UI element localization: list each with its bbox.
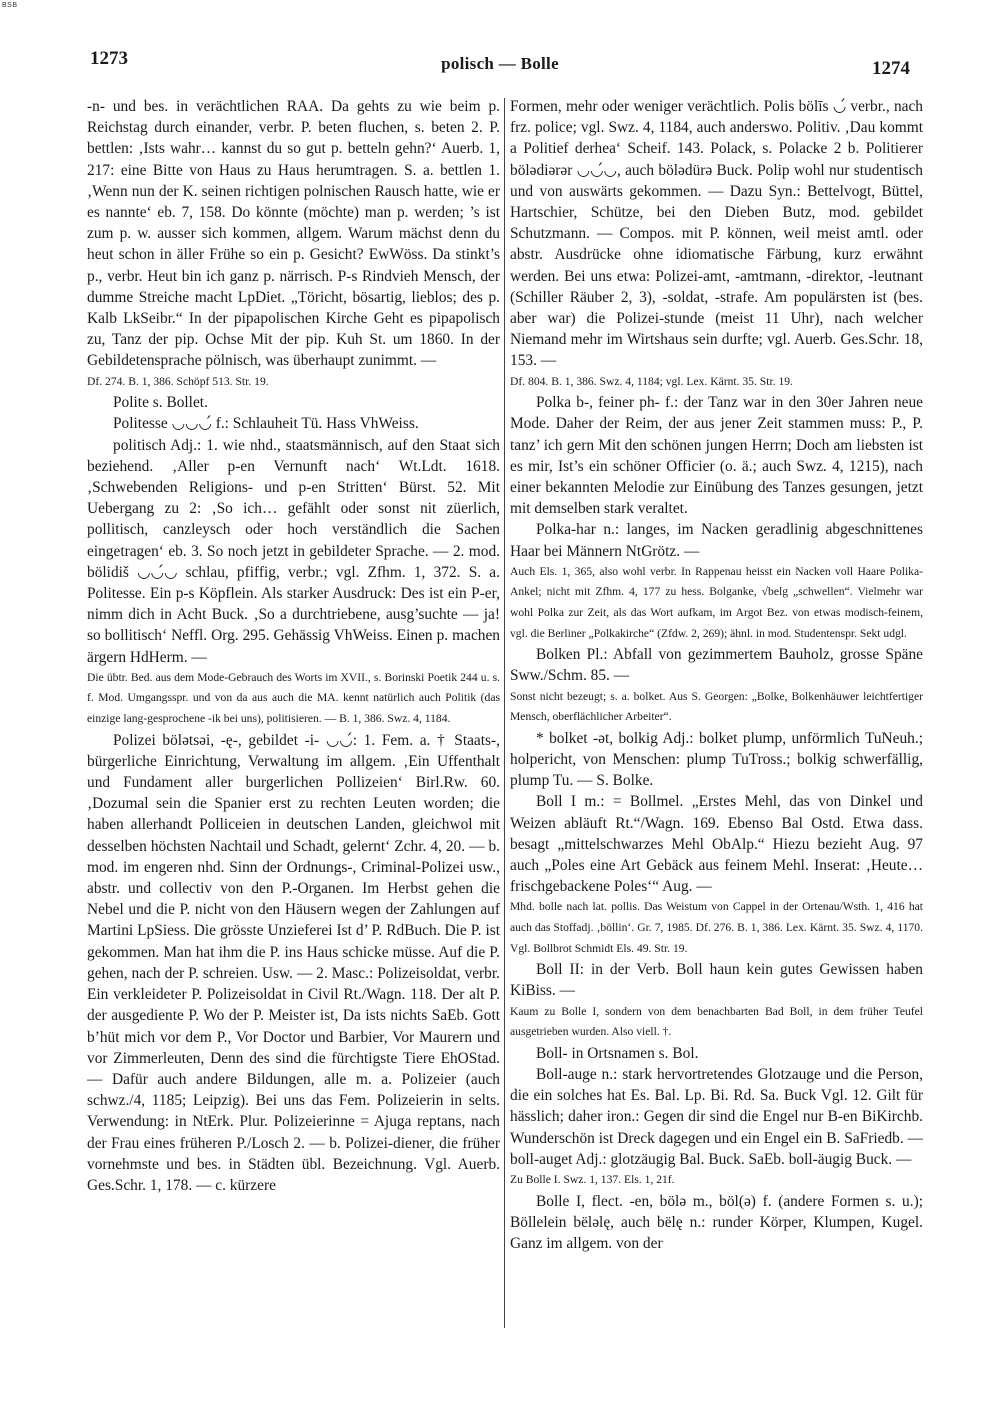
page-number-right: 1274	[872, 58, 910, 79]
paragraph: Polka-har n.: langes, im Nacken geradlinig abgeschnittenes Haar bei Männern NtGrötz. —	[510, 521, 923, 560]
paragraph: Boll II: in der Verb. Boll haun kein gutes Gewissen haben KiBiss. —	[510, 961, 923, 1000]
paragraph: Politesse ◡◡◡́ f.: Schlauheit Tü. Hass VhWeiss.	[113, 415, 419, 433]
paragraph: Polite s. Bollet.	[113, 394, 208, 412]
paragraph: Polka b-, feiner ph- f.: der Tanz war in den 30er Jahren neue Mode. Daher der Reim, der aus jener Zeit stammen muss: P., P. tanz’ ich gern Mit den schönen jungen Herrn; Doch am liebsten ist es mir, Ist’s ein schöner Officier (o. ä.; auch Swz. 4, 1215), nach einer bekannten Melodie zur Einübung des Tanzes gesungen, jetzt mit demselben stark veraltet.	[510, 394, 923, 518]
column-divider	[504, 98, 505, 1328]
paragraph: Bolle I, flect. -en, bölə m., böl(ə) f. (andere Formen s. u.); Böllelein bëləlę, auch bëlę n.: runder Körper, Klumpen, Kugel. Ganz im allgem. von der	[510, 1192, 923, 1253]
paragraph: Kaum zu Bolle I, sondern von dem benachbarten Bad Boll, in dem früher Teufel ausgetrieben wurden. Also viell. †.	[510, 1004, 923, 1039]
paragraph: Boll-auge n.: stark hervortretendes Glotzauge und die Person, die ein solches hat Es. Bal. Lp. Bi. Rd. Sa. Buck Vgl. 12. Gilt für hässlich; daher iron.: Gegen dir sind die Engel nur B-en BiKirchb. Wunderschön ist Dreck dagegen und ein Engel ein B. SaFriedb. — boll-auget Adj.: glotzäugig Bal. Buck. SaEb. boll-äugig Buck. —	[510, 1066, 923, 1168]
paragraph: -n- und bes. in verächtlichen RAA. Da gehts zu wie beim p. Reichstag durch einander, verbr. P. beten fluchen, s. beten 2. P. bettlen: ‚Ists wahr… kannst du so gut p. betteln gehn?‘ Auerb. 1, 217: eine Bitte von Haus zu Haus herumtragen. S. a. bettlen 1. ‚Wenn nun der K. seinen richtigen polnischen Rausch hatte, wie er es nannte‘ eb. 7, 158. Do könnte (möchte) man p. werden; ’s ist zum p. w. ausser sich kommen, allgem. Warum mächst denn du heut schon in äller Frühe so ein p. Gesicht? EwWöss. Da stinkt’s p., verbr. Heut bin ich ganz p. närrisch. P-s Rindvieh Mensch, der dumme Streiche macht LpDiet. „Töricht, bösartig, lieblos; des p. Kalb LkSeibr.“ In der pipapolischen Kirche Geht es pipapolisch zu, Tanz der pip. Ochse Mit der pip. Kuh St. um 1860. In der Gebildetensprache pölnisch, was überhaupt zunimmt. —	[87, 98, 500, 370]
paragraph: * bolket -ət, bolkig Adj.: bolket plump, unförmlich TuNeuh.; holpericht, von Menschen: plump TuTross.; bolkig schwerfällig, plump Tu. — S. Bolke.	[510, 729, 923, 790]
right-column	[510, 96, 923, 1328]
paragraph: Boll- in Ortsnamen s. Bol.	[536, 1044, 699, 1062]
paragraph: Formen, mehr oder weniger verächtlich. Polis bölīs ◡́ verbr., nach frz. police; vgl. Swz. 4, 1184, auch anderswo. Politiv. ‚Dau kommt a Politief derhea‘ Scheif. 143. Polack, s. Polacke 2 b. Politierer bölədiərər ◡◡́◡, auch bölədürə Buck. Polip wohl nur studentisch und von auswärts gekommen. — Dazu Syn.: Bettelvogt, Büttel, Hartschier, Schütze, bei den Dieben Butz, mod. gebildet Schutzmann. — Compos. mit P. können, weil meist amtl. oder abstr. Ausdrücke ohne idiomatische Färbung, kurz erwähnt werden. Bei uns etwa: Polizei-amt, -amtmann, -direktor, -leutnant (Schiller Räuber 2, 3), -soldat, -strafe. Am populärsten ist (bes. aber war) die Polizei-stunde (meist 11 Uhr), nach welcher Niemand mehr im Wirtshaus sein durfte; vgl. Auerb. Ges.Schr. 18, 153. —	[510, 98, 923, 370]
page-number-left: 1273	[90, 48, 128, 69]
paragraph: Polizei bölətsəi, -ę-, gebildet -i- ◡◡́: 1. Fem. a. † Staats-, bürgerliche Einrichtung, Verwaltung im allgem. ‚Ein Uffenthalt und Fundament aller burgerlichen Pollizeien‘ Birl.Rw. 60. ‚Dozumal sein die Spanier erst zu rechten Leuten worden; die haben allerhandt Polliceien in deutschen Landen, gleichwol mit desselben höchsten Nachtail und Schadt, gelernt‘ Zchr. 4, 20. — b. mod. im engeren nhd. Sinn der Ordnungs-, Criminal-Polizei usw., abstr. und collectiv von den P.-Organen. Im Herbst gehen die Nebel und die P. nicht von den Häusern wegen der Zahlungen auf Martini LpSiess. Die grösste Unzieferei Ist d’ P. RdBuch. Die P. ist gekommen. Man hat ihm die P. ins Haus schicke müsse. Auf die P. gehen, nach der P. schreien. Usw. — 2. Masc.: Polizeisoldat, verbr. Ein verkleideter P. Polizeisoldat in Civil Rt./Wagn. 118. Der alt P. der ausgediente P. Wo der P. Meister ist, Da ists nichts SaEb. Gott b’hüt mich vor dem P., Vor Doctor und Barbier, Vor Maurern und vor Zimmerleuten, Denn des sind die fürchtigste Tiere EhOStad. — Dafür auch andere Bildungen, alle m. a. Polizeier (auch schwz./4, 1185; Leipzig). Bei uns das Fem. Polizeierin in selts. Verwendung: in NtErk. Plur. Polizeierinne = Ajuga reptans, nach der Frau eines früheren P./Losch 2. — b. Polizei-diener, die früher vornehmste und bes. in Städten übl. Bezeichnung. Vgl. Auerb. Ges.Schr. 1, 178. — c. kürzere	[87, 731, 500, 1194]
paragraph: Df. 274. B. 1, 386. Schöpf 513. Str. 19.	[87, 374, 269, 388]
left-column	[87, 96, 500, 1328]
library-stamp: BSB	[2, 2, 18, 9]
paragraph: Mhd. bolle nach lat. pollis. Das Weistum von Cappel in der Ortenau/Wsth. 1, 416 hat auch das Stoffadj. ‚böllin‘. Gr. 7, 1985. Df. 276. B. 1, 386. Lex. Kärnt. 35. Swz. 4, 1170. Vgl. Bollbrot Schmidt Els. 49. Str. 19.	[510, 900, 923, 955]
paragraph: Auch Els. 1, 365, also wohl verbr. In Rappenau heisst ein Nacken voll Haare Polika-Ankel; nicht mit Zfhm. 4, 177 zu hess. Bolganke, √belg „schwellen“. Vielmehr war wohl Polka zur Zeit, als das Wort aufkam, im Argot Bez. von etwas modisch-feinem, vgl. die Berliner „Polkakirche“ (Zfdw. 2, 269); ähnl. in mod. Studentenspr. Sekt udgl.	[510, 564, 923, 640]
paragraph: Boll I m.: = Bollmel. „Erstes Mehl, das von Dinkel und Weizen abläuft Rt.“/Wagn. 169. Ebenso Bal Ostd. Etwa dass. besagt „mittelschwarzes Mehl ObAlp.“ Hiezu bezieht Aug. 97 auch „Poles eine Art Gebäck aus feinem Mehl. Inserat: ‚Heute… frischgebackene Poles‘“ Aug. —	[510, 793, 923, 896]
paragraph: Df. 804. B. 1, 386. Swz. 4, 1184; vgl. Lex. Kärnt. 35. Str. 19.	[510, 374, 793, 388]
paragraph: Die übtr. Bed. aus dem Mode-Gebrauch des Worts im XVII., s. Borinski Poetik 244 u. s. f. Mod. Umgangsspr. und von da aus auch die MA. kennt natürlich auch Politik (das einzige lang-gesprochene -ik bei uns), politisieren. — B. 1, 386. Swz. 4, 1184.	[87, 670, 500, 726]
paragraph: Sonst nicht bezeugt; s. a. bolket. Aus S. Georgen: „Bolke, Bolkenhäuwer leichtfertiger Mensch, oberflächlicher Arbeiter“.	[510, 689, 923, 724]
paragraph: Zu Bolle I. Swz. 1, 137. Els. 1, 21f.	[510, 1173, 675, 1187]
paragraph: politisch Adj.: 1. wie nhd., staatsmännisch, auf den Staat sich beziehend. ‚Aller p-en Vernunft nach‘ Wt.Ldt. 1618. ‚Schwebenden Religions- und p-en Stritten‘ Bürst. 52. Mit Uebergang zu 2: ‚So ich… gefählt oder sonst nit züerlich, pollitisch, canzleysch oder hoch verständlich die Sachen eingetragen‘ eb. 3. So noch jetzt in gebildeter Sprache. — 2. mod. bölidiš ◡◡́◡ schlau, pfiffig, verbr.; vgl. Zfhm. 1, 372. S. a. Politesse. Ein p-s Köpflein. Als starker Ausdruck: Des ist ein P-er, nimm dich in Acht Buck. ‚So a durchtriebene, ausg’suchte — ja! so bollitisch‘ Neffl. Org. 295. Gehässig VhWeiss. Einen p. machen ärgern HdHerm. —	[87, 436, 500, 666]
paragraph: Bolken Pl.: Abfall von gezimmertem Bauholz, grosse Späne Sww./Schm. 85. —	[510, 646, 923, 685]
running-title: polisch — Bolle	[441, 54, 559, 73]
